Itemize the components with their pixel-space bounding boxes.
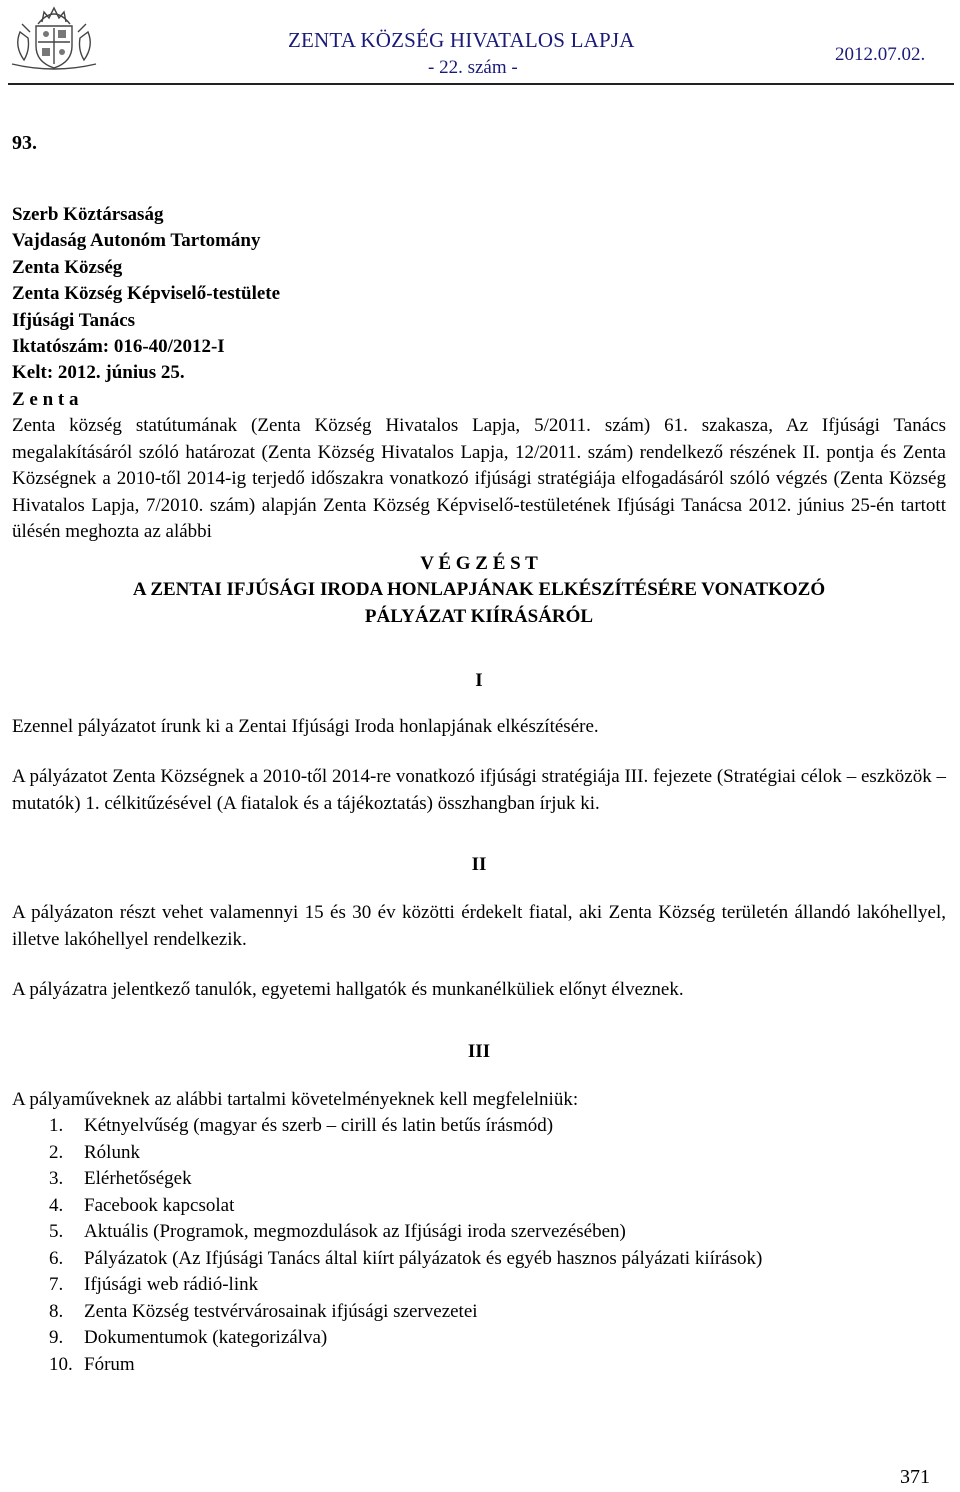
section-heading-3: III — [467, 1040, 491, 1062]
section-heading-1: I — [475, 669, 483, 691]
issuer-block — [12, 202, 946, 413]
section-heading-2: II — [471, 854, 487, 876]
publication-title: ZENTA KÖZSÉG HIVATALOS LAPJA — [288, 28, 635, 52]
list-item: 3. Elérhetőségek — [49, 1168, 192, 1190]
list-item: 5. Aktuális (Programok, megmozdulások az Ifjúsági iroda szervezésében) — [49, 1221, 626, 1243]
preamble-paragraph: Zenta község statútumának (Zenta Község Hivatalos Lapja, 5/2011. szám) 61. szakasza, Az Ifjúsági Tanács megalakításáról szóló határozat (Zenta Község Hivatalos Lapja, 12/2011. szám) rendelkező részének II. pontja és Zenta Községnek a 2010-től 2014-ig terjedő időszakra vonatkozó ifjúsági stratégiája elfogadásáról szóló végzés (Zenta Község Hivatalos Lapja, 7/2010. szám) alapján Zenta Község Képviselő-testületének Ifjúsági Tanácsa 2012. június 25-én tartott ülésén meghozta az alábbi — [12, 415, 946, 543]
document-body — [12, 132, 946, 1378]
section-3-intro: A pályaműveknek az alábbi tartalmi követelményeknek kell megfelelniük: — [12, 1088, 579, 1110]
list-item: 7. Ifjúsági web rádió-link — [49, 1274, 259, 1296]
list-item: 2. Rólunk — [49, 1141, 140, 1163]
decision-title-line: PÁLYÁZAT KIÍRÁSÁRÓL — [364, 605, 594, 627]
decision-title-line: A ZENTAI IFJÚSÁGI IRODA HONLAPJÁNAK ELKÉSZÍTÉSÉRE VONATKOZÓ — [132, 579, 826, 601]
issuer-line: Zenta Község — [12, 256, 123, 278]
document-number: 93. — [12, 132, 37, 154]
section-2-paragraph-2: A pályázatra jelentkező tanulók, egyetemi hallgatók és munkanélküliek előnyt élveznek. — [12, 979, 684, 1001]
issuer-line: Szerb Köztársaság — [12, 204, 164, 225]
section-1-paragraph-2: A pályázatot Zenta Községnek a 2010-től 2014-re vonatkozó ifjúsági stratégiája III. fejezete (Stratégiai célok – eszközök – mutatók) 1. célkitűzésével (A fiatalok és a tájékoztatás) összhangban írjuk ki. — [12, 766, 946, 814]
decision-title-line: V É G Z É S T — [420, 552, 538, 574]
list-item: 1. Kétnyelvűség (magyar és szerb – cirill és latin betűs írásmód) — [49, 1115, 554, 1137]
issuer-line: Zenta Község Képviselő-testülete — [12, 283, 281, 305]
page-header — [0, 0, 960, 80]
issuer-line: Ifjúsági Tanács — [12, 309, 136, 331]
issuer-line: Kelt: 2012. június 25. — [12, 362, 185, 384]
header-divider — [8, 83, 954, 85]
decision-title — [12, 551, 946, 630]
list-item: 6. Pályázatok (Az Ifjúsági Tanács által kiírt pályázatok és egyéb hasznos pályázati kiírások) — [49, 1247, 763, 1269]
section-1-paragraph-1: Ezennel pályázatot írunk ki a Zentai Ifjúsági Iroda honlapjának elkészítésére. — [12, 715, 599, 737]
list-item: 10. Fórum — [49, 1353, 135, 1375]
list-item: 9. Dokumentumok (kategorizálva) — [49, 1327, 328, 1349]
issuer-line: Vajdaság Autonóm Tartomány — [12, 230, 261, 252]
list-item: 4. Facebook kapcsolat — [49, 1194, 235, 1216]
coat-of-arms-icon — [8, 2, 100, 70]
issuer-line: Iktatószám: 016-40/2012-I — [12, 336, 225, 358]
issuer-line: Z e n t a — [12, 388, 79, 410]
list-item: 8. Zenta Község testvérvárosainak ifjúsági szervezetei — [49, 1300, 478, 1322]
section-2-paragraph-1: A pályázaton részt vehet valamennyi 15 és 30 év közötti érdekelt fiatal, aki Zenta Község területén állandó lakóhellyel, illetve lakóhellyel rendelkezik. — [12, 902, 946, 950]
publication-date: 2012.07.02. — [835, 44, 926, 65]
page-number: 371 — [900, 1466, 930, 1488]
requirements-list — [12, 1113, 946, 1378]
issue-number: - 22. szám - — [428, 57, 518, 78]
